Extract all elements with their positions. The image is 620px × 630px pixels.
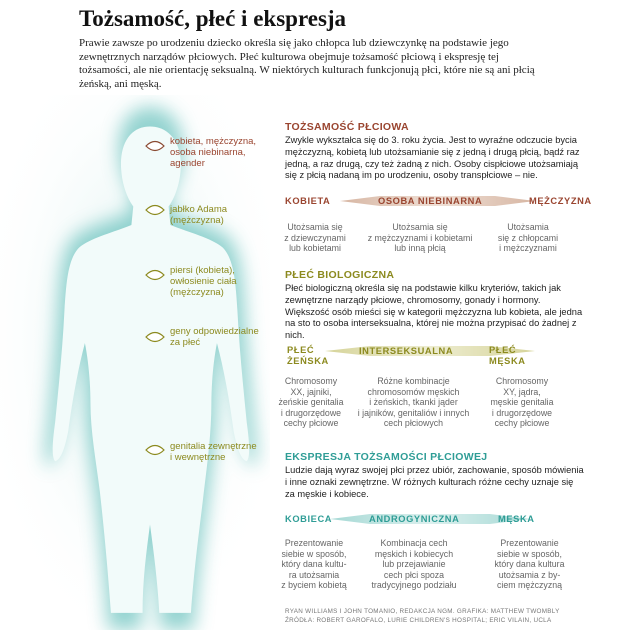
biology-scale-mid: INTERSEKSUALNA	[359, 346, 454, 356]
credits-sources: ŹRÓDŁA: ROBERT GAROFALO, LURIE CHILDREN'S HOSPITAL; ERIC VILAIN, UCLA	[285, 617, 552, 624]
body-silhouette	[0, 95, 270, 630]
biology-scale-left: PŁEĆ ŻEŃSKA	[287, 345, 329, 366]
biology-heading: PŁEĆ BIOLOGICZNA	[285, 269, 395, 281]
expression-text: Ludzie dają wyraz swojej płci przez ubiór, zachowanie, sposób mówienia i inne oznaki zewnętrzne. W różnych kulturach różne cechy uznaje się za męskie i kobiece.	[285, 465, 584, 499]
body-label-breasts: piersi (kobieta), owłosienie ciała (mężczyzna)	[170, 265, 237, 298]
identity-desc-woman: Utożsamia się z dziewczynami lub kobietami	[284, 222, 346, 254]
expression-scale-left: KOBIECA	[285, 514, 333, 524]
expression-desc-androgynous: Kombinacja cech męskich i kobiecych lub przejawianie cech płci spoza tradycyjnego podziału	[371, 538, 457, 591]
credits-authors: RYAN WILLIAMS I JOHN TOMANIO, REDAKCJA NGM. GRAFIKA: MATTHEW TWOMBLY	[285, 608, 560, 615]
biology-scale-right: PŁEĆ MĘSKA	[489, 345, 526, 366]
identity-heading: TOŻSAMOŚĆ PŁCIOWA	[285, 121, 409, 133]
genitalia-marker-icon	[145, 443, 165, 457]
genes-marker-icon	[145, 330, 165, 344]
identity-scale-mid: OSOBA NIEBINARNA	[378, 196, 483, 206]
body-label-identity: kobieta, mężczyzna, osoba niebinarna, agender	[170, 136, 257, 169]
expression-scale-right: MĘSKA	[498, 514, 535, 524]
expression-desc-feminine: Prezentowanie siebie w sposób, który dana kultu- ra utożsamia z byciem kobietą	[281, 538, 347, 591]
expression-heading: EKSPRESJA TOŻSAMOŚCI PŁCIOWEJ	[285, 451, 488, 463]
breast-marker-icon	[145, 268, 165, 282]
body-label-genes: geny odpowiedzialne za płeć	[170, 326, 259, 348]
identity-text: Zwykle wykształca się do 3. roku życia. Jest to wyraźne odczucie bycia mężczyzną, kobietą lub utożsamianie się z jedną i drugą płcią, bądź raz jedną, a raz drugą, czy też żadną z nich. Osoby cispłciowe utożsamiają się z płcią nadaną im po urodzeniu, osoby transpłciowe – nie.	[285, 135, 580, 181]
credits	[285, 607, 560, 625]
biology-desc-intersex: Różne kombinacje chromosomów męskich i żeńskich, tkanki jąder i jajników, genitaliów i innych cech płciowych	[357, 376, 470, 429]
identity-desc-man: Utożsamia się z chłopcami i mężczyznami	[497, 222, 559, 254]
body-label-genitalia: genitalia zewnętrzne i wewnętrzne	[170, 441, 257, 463]
expression-desc-masculine: Prezentowanie siebie w sposób, który dana kultura utożsamia z by- ciem mężczyzną	[494, 538, 565, 591]
biology-desc-male: Chromosomy XY, jądra, męskie genitalia i drugorzędowe cechy płciowe	[490, 376, 554, 429]
identity-desc-nonbinary: Utożsamia się z mężczyznami i kobietami lub inną płcią	[367, 222, 473, 254]
identity-marker-icon	[145, 139, 165, 153]
biology-desc-female: Chromosomy XX, jajniki, żeńskie genitalia i drugorzędowe cechy płciowe	[278, 376, 344, 429]
identity-scale-left: KOBIETA	[285, 196, 331, 206]
identity-scale-right: MĘŻCZYZNA	[529, 196, 592, 206]
body-label-adams-apple: jabłko Adama (mężczyzna)	[170, 204, 228, 226]
adams-apple-marker-icon	[145, 203, 165, 217]
intro-text: Prawie zawsze po urodzeniu dziecko określa się jako chłopca lub dziewczynkę na podstawie jego zewnętrznych narządów płciowych. Płeć kulturowa obejmuje tożsamość płciową i ekspresję tej tożsamości, ale nie orientację seksualną. W niektórych kulturach funkcjonują płci, które nie są ani płcią żeńską, ani męską.	[79, 37, 535, 90]
page-title: Tożsamość, płeć i ekspresja	[79, 6, 347, 31]
expression-scale-mid: ANDROGYNICZNA	[369, 514, 460, 524]
biology-text: Płeć biologiczną określa się na podstawie kilku kryteriów, takich jak zewnętrzne narządy płciowe, chromosomy, gonady i hormony. Większość osób mieści się w kategorii mężczyzna lub kobieta, ale jedna na sto to osoba interseksualna, której nie można przypisać do żadnej z nich.	[285, 283, 583, 341]
